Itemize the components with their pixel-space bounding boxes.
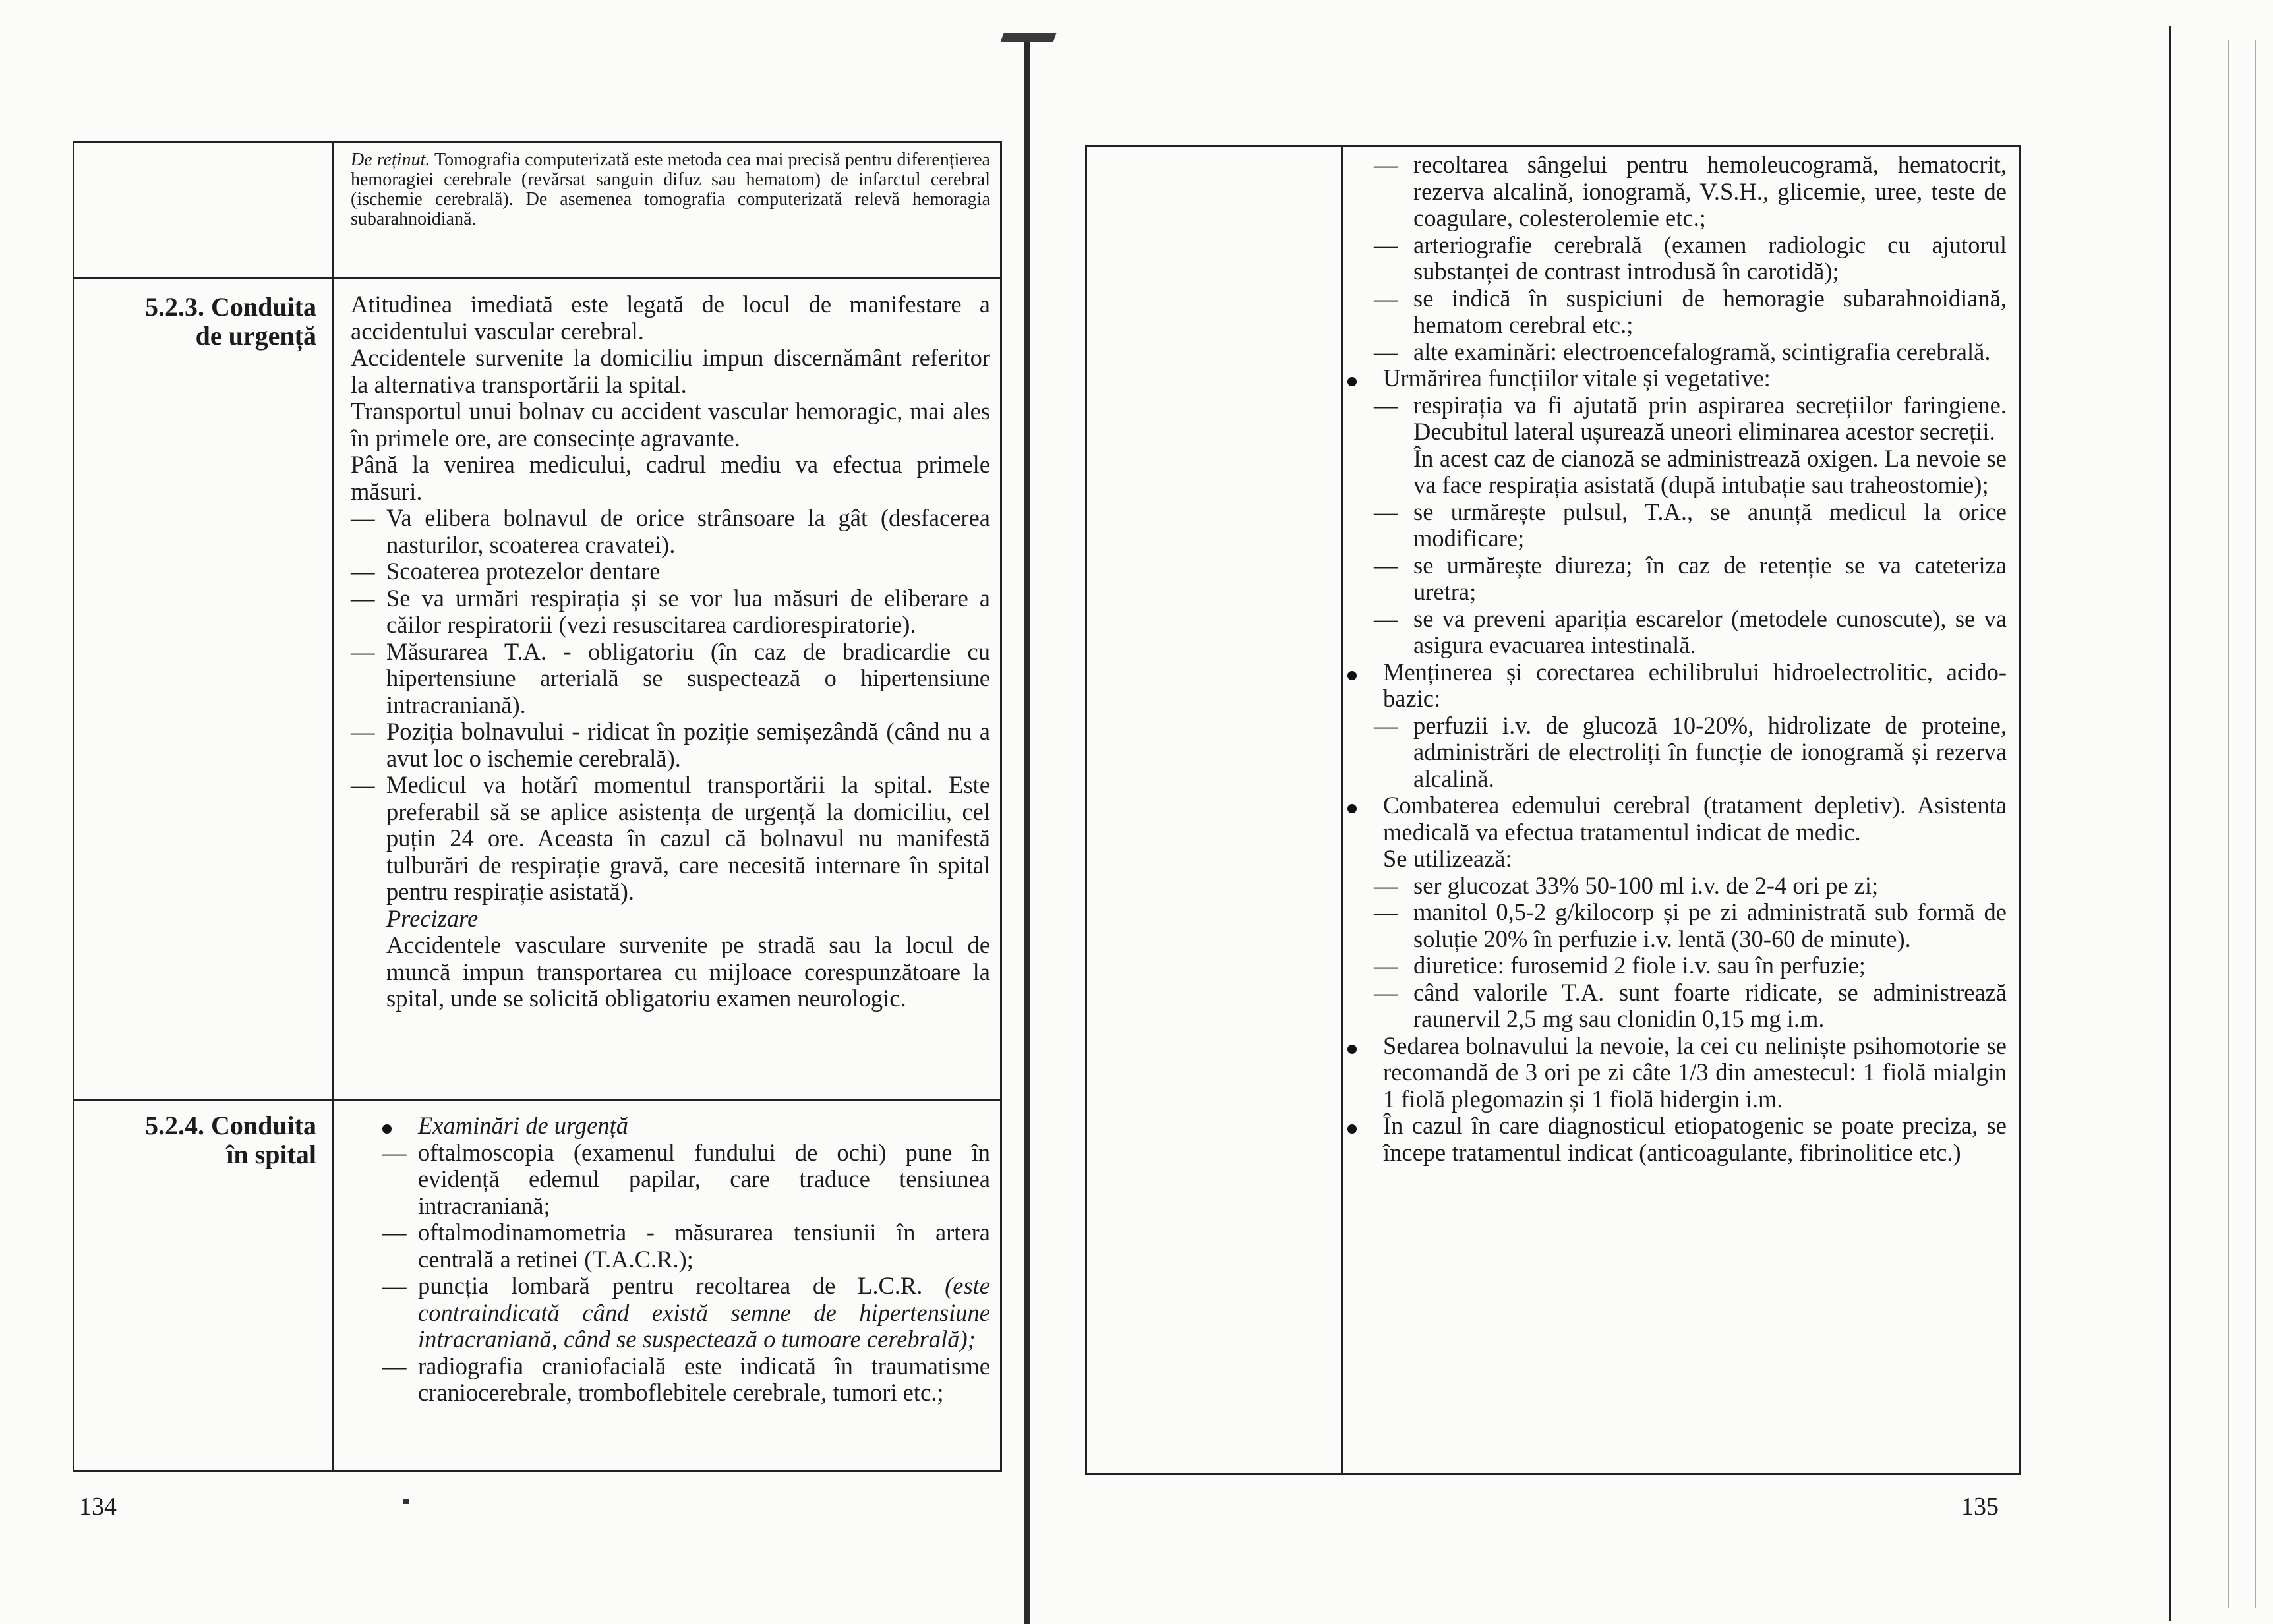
list-item-text: când valorile T.A. sunt foarte ridicate, se administrează raunervil 2,5 mg sau clonidin 0,15 mg i.m. [1413, 978, 2007, 1032]
list-item [382, 1140, 990, 1220]
bullet-text: Urmărirea funcțiilor vitale și vegetative: [1383, 364, 1771, 392]
page-mark [403, 1499, 409, 1504]
list-item-text: se va preveni apariția escarelor (metodele cunoscute), se va asigura evacuarea intestinală. [1413, 604, 2007, 658]
list-item-text: diuretice: furosemid 2 fiole i.v. sau în perfuzie; [1413, 952, 1866, 979]
list-item-text: Poziția bolnavului - ridicat în poziție semișezândă (când nu a avut loc o ischemie cerebrală). [386, 718, 990, 772]
list-item [1341, 552, 2007, 606]
list-item-text: ser glucozat 33% 50-100 ml i.v. de 2-4 ori pe zi; [1413, 871, 1879, 899]
list-item-text: se urmărește diureza; în caz de retenție se va cateteriza uretra; [1413, 551, 2007, 605]
page-edge-thin [2255, 40, 2256, 1608]
list-item [382, 1273, 990, 1353]
bullet-icon [1347, 1033, 1357, 1060]
list-item [1341, 979, 2007, 1033]
list-item-text: Se va urmări respirația și se vor lua măsuri de eliberare a căilor respiratorii (vezi resuscitarea cardiorespiratorie). [386, 584, 990, 638]
page-edge-thin [2228, 40, 2229, 1608]
row-divider [73, 277, 1002, 279]
section-523-body [351, 291, 990, 1012]
dash-marker: — [1374, 231, 1398, 258]
note-de-retinut [351, 150, 990, 229]
list-item [1341, 285, 2007, 339]
dash-marker: — [382, 1352, 407, 1379]
list-item [351, 639, 990, 719]
dash-marker: — [1374, 952, 1398, 979]
list-item [351, 772, 990, 906]
dash-marker: — [351, 771, 375, 798]
section-523-heading [79, 293, 316, 351]
gutter-top-shadow [1000, 33, 1056, 42]
dash-marker: — [1374, 711, 1398, 739]
list-item-text: recoltarea sângelui pentru hemoleucogramă, hematocrit, rezerva alcalină, ionogramă, V.S.H., glicemie, uree, teste de coagulare, colesterolemie etc.; [1413, 151, 2007, 231]
bullet-item [1347, 1033, 2007, 1113]
dash-marker: — [351, 637, 375, 665]
list-item [1341, 339, 2007, 366]
bullet-text: În cazul în care diagnosticul etiopatogenic se poate preciza, se începe tratamentul indicat (anticoagulante, fibrinolitice etc.) [1383, 1112, 2007, 1166]
list-item [1341, 499, 2007, 552]
list-item [382, 1353, 990, 1406]
precizare-label: Precizare [386, 904, 479, 932]
bullet-item [1347, 792, 2007, 846]
bullet-text: Menținerea și corectarea echilibrului hidroelectrolitic, acido-bazic: [1383, 658, 2007, 712]
row-divider [73, 1099, 1002, 1101]
dash-marker: — [382, 1138, 407, 1166]
right-page-body [1341, 152, 2007, 1166]
list-item [1341, 712, 2007, 793]
list-item [351, 558, 990, 585]
dash-marker: — [1374, 337, 1398, 365]
bullet-item [382, 1113, 990, 1140]
list-item-continuation: În acest caz de cianoză se administrează oxigen. La nevoie se va face respirația asistată (după intubație sau traheostomie); [1413, 444, 2007, 498]
paragraph: Transportul unui bolnav cu accident vascular hemoragic, mai ales în primele ore, are consecințe agravante. [351, 397, 990, 451]
bullet-icon [1347, 365, 1357, 392]
dash-marker: — [1374, 151, 1398, 178]
paragraph: Accidentele survenite la domiciliu impun discernământ referitor la alternativa transportării la spital. [351, 344, 990, 398]
section-524-body [382, 1113, 990, 1406]
list-item-text: Scoaterea protezelor dentare [386, 558, 661, 585]
dash-marker: — [351, 504, 375, 531]
dash-marker: — [1374, 551, 1398, 579]
list-item-italic: (este contraindicată când există semne de hipertensiune intracraniană, când se suspectează o tumoare cerebrală); [418, 1272, 991, 1352]
list-item-text: Medicul va hotărî momentul transportării la spital. Este preferabil să se aplice asistența de urgență la domiciliu, cel puțin 24 ore. Aceasta în cazul că bolnavul nu manifestă tulburări de respirație gravă, care necesită internare în spital pentru respirație asistată). [386, 771, 990, 905]
precizare-text: Accidentele vasculare survenite pe stradă sau la locul de muncă impun transportarea cu mijloace corespunzătoare la spital, unde se solicită obligatoriu examen neurologic. [386, 931, 990, 1012]
list-item-text: manitol 0,5-2 g/kilocorp și pe zi administrată sub formă de soluție 20% în perfuzie i.v. lentă (30-60 de minute). [1413, 898, 2007, 952]
dash-marker: — [351, 558, 375, 585]
dash-marker: — [351, 584, 375, 612]
bullet-icon [382, 1113, 392, 1140]
dash-marker: — [1374, 898, 1398, 925]
book-gutter [1024, 33, 1030, 1624]
list-item-text: se urmărește pulsul, T.A., se anunță medicul la orice modificare; [1413, 498, 2007, 552]
heading-line: în spital [226, 1140, 316, 1169]
dash-marker: — [1374, 871, 1398, 899]
note-text: Tomografia computerizată este metoda cea mai precisă pentru diferențierea hemoragiei cerebrale (revărsat sanguin difuz sau hematom) de infarctul cerebral (ischemie cerebrală). De asemenea tomografia computerizată relevă hemoragia subarahnoidiană. [351, 150, 990, 229]
list-item-text: radiografia craniofacială este indicată în traumatisme craniocerebrale, tromboflebitele cerebrale, tumori etc.; [418, 1352, 990, 1406]
list-item-text: oftalmodinamometria - măsurarea tensiunii în artera centrală a retinei (T.A.C.R.); [418, 1219, 990, 1273]
list-item-text: Măsurarea T.A. - obligatoriu (în caz de bradicardie cu hipertensiune arterială se suspectează o hipertensiune intracraniană). [386, 637, 990, 718]
page-number-right: 135 [1961, 1493, 1999, 1521]
list-item-text: arteriografie cerebrală (examen radiologic cu ajutorul substanței de contrast introdusă în carotidă); [1413, 231, 2007, 285]
list-item [351, 718, 990, 772]
dash-marker: — [1374, 391, 1398, 419]
heading-line: 5.2.3. Conduita [144, 292, 316, 322]
bullet-item [1347, 659, 2007, 712]
list-item-text: oftalmoscopia (examenul fundului de ochi) pune în evidență edemul papilar, care traduce tensiunea intracraniană; [418, 1138, 990, 1219]
list-item [1341, 952, 2007, 979]
page-number-left: 134 [79, 1493, 117, 1521]
list-item [1341, 873, 2007, 900]
left-column-divider [332, 141, 334, 1472]
bullet-text: Combaterea edemului cerebral (tratament depletiv). Asistenta medicală va efectua tratamentul indicat de medic. [1383, 792, 2007, 846]
dash-marker: — [1374, 284, 1398, 312]
page-edge [2169, 26, 2171, 1621]
bullet-icon [1347, 792, 1357, 819]
section-524-heading [79, 1111, 316, 1169]
paragraph: Până la venirea medicului, cadrul mediu va efectua primele măsuri. [351, 451, 990, 505]
list-item [382, 1219, 990, 1273]
list-item-text: perfuzii i.v. de glucoză 10-20%, hidrolizate de proteine, administrări de electroliți în funcție de ionogramă și rezerva alcalină. [1413, 711, 2007, 792]
list-item-text: alte examinări: electroencefalogramă, scintigrafia cerebrală. [1413, 337, 1991, 365]
list-item-text: puncția lombară pentru recoltarea de L.C.R. [418, 1272, 923, 1299]
list-item [1341, 392, 2007, 499]
bullet-item [1347, 365, 2007, 392]
bullet-item [1347, 1113, 2007, 1166]
dash-marker: — [382, 1272, 407, 1299]
bullet-text: Sedarea bolnavului la nevoie, la cei cu neliniște psihomotorie se recomandă de 3 ori pe zi câte 1/3 din amestecul: 1 fiolă mialgin 1 fiolă plegomazin și 1 fiolă hidergin i.m. [1383, 1031, 2007, 1113]
se-utilizeaza: Se utilizează: [1383, 845, 1512, 872]
list-item [1341, 232, 2007, 285]
dash-marker: — [1374, 978, 1398, 1006]
list-item-text: Va elibera bolnavul de orice strânsoare la gât (desfacerea nasturilor, scoaterea cravatei). [386, 504, 990, 558]
list-item-text: respirația va fi ajutată prin aspirarea secrețiilor faringiene. Decubitul lateral ușurează uneori eliminarea acestor secreții. [1413, 391, 2007, 445]
list-item-text: se indică în suspiciuni de hemoragie subarahnoidiană, hematom cerebral etc.; [1413, 284, 2007, 338]
list-item [1341, 152, 2007, 232]
heading-line: de urgență [195, 321, 316, 351]
dash-marker: — [1374, 498, 1398, 525]
bullet-title: Examinări de urgență [418, 1112, 628, 1139]
bullet-icon [1347, 659, 1357, 686]
dash-marker: — [351, 718, 375, 745]
list-item [1341, 606, 2007, 659]
paragraph: Atitudinea imediată este legată de locul de manifestare a accidentului vascular cerebral. [351, 291, 990, 345]
list-item [351, 585, 990, 639]
list-item [351, 505, 990, 558]
dash-marker: — [1374, 604, 1398, 632]
bullet-icon [1347, 1113, 1357, 1140]
list-item [1341, 899, 2007, 952]
heading-line: 5.2.4. Conduita [144, 1111, 316, 1140]
note-lead: De reținut. [351, 150, 430, 170]
dash-marker: — [382, 1219, 407, 1246]
